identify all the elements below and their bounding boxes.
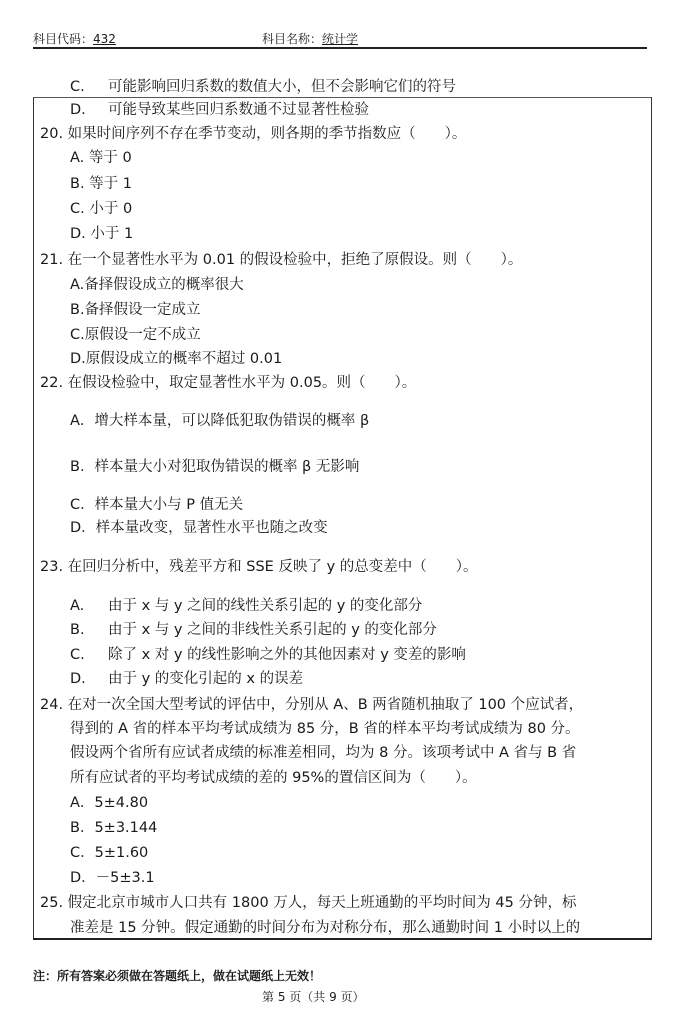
footer-note: 注：所有答案必须做在答题纸上，做在试题纸上无效！ (33, 969, 322, 983)
question-25-stem: 25. 假定北京市城市人口共有 1800 万人，每天上班通勤的平均时间为 45 分钟，标 (40, 895, 577, 911)
subject-name-label: 科目名称： (262, 32, 323, 46)
page-number: 第 5 页（共 9 页） (262, 990, 365, 1004)
option-line: D．样本量改变，显著性水平也随之改变 (70, 520, 328, 536)
question-24-stem: 所有应试者的平均考试成绩的差的 95%的置信区间为（ ）。 (70, 770, 477, 786)
option-line: A.备择假设成立的概率很大 (70, 277, 244, 293)
option-line: B. 等于 1 (70, 176, 133, 192)
option-line: A．5±4.80 (70, 795, 149, 811)
subject-code-label: 科目代码： (33, 32, 94, 46)
subject-name (262, 30, 358, 47)
question-22-stem: 22. 在假设检验中，取定显著性水平为 0.05。则（ ）。 (40, 375, 417, 391)
option-line: C．5±1.60 (70, 845, 149, 861)
option-line: C. 除了 x 对 y 的线性影响之外的其他因素对 y 变差的影响 (70, 647, 466, 663)
question-20-stem: 20. 如果时间序列不存在季节变动，则各期的季节指数应（ ）。 (40, 126, 467, 142)
option-line: D.原假设成立的概率不超过 0.01 (70, 351, 283, 367)
question-24-stem: 假设两个省所有应试者成绩的标准差相同，均为 8 分。该项考试中 A 省与 B 省 (70, 745, 577, 761)
option-line: D. 小于 1 (70, 226, 134, 242)
option-line: D. 由于 y 的变化引起的 x 的误差 (70, 671, 304, 687)
option-line: C.原假设一定不成立 (70, 327, 201, 343)
option-line: B．样本量大小对犯取伪错误的概率 β 无影响 (70, 459, 360, 475)
subject-code (33, 30, 116, 47)
question-23-stem: 23. 在回归分析中，残差平方和 SSE 反映了 y 的总变差中（ ）。 (40, 559, 478, 575)
option-line: D. 可能导致某些回归系数通不过显著性检验 (70, 102, 369, 118)
option-line: C．样本量大小与 P 值无关 (70, 497, 244, 513)
question-24-stem: 得到的 A 省的样本平均考试成绩为 85 分，B 省的样本平均考试成绩为 80 分。 (70, 721, 580, 737)
question-24-stem: 24. 在对一次全国大型考试的评估中，分别从 A、B 两省随机抽取了 100 个应试者， (40, 697, 584, 713)
option-line: A. 等于 0 (70, 150, 132, 166)
question-25-stem: 准差是 15 分钟。假定通勤的时间分布为对称分布，那么通勤时间 1 小时以上的 (70, 920, 581, 936)
option-line: A. 由于 x 与 y 之间的线性关系引起的 y 的变化部分 (70, 598, 423, 614)
header-rule (33, 47, 647, 49)
option-line: B. 由于 x 与 y 之间的非线性关系引起的 y 的变化部分 (70, 622, 437, 638)
option-line: C. 可能影响回归系数的数值大小，但不会影响它们的符号 (70, 79, 456, 95)
option-line: B.备择假设一定成立 (70, 302, 201, 318)
subject-code-value: 432 (93, 32, 116, 46)
subject-name-value: 统计学 (322, 32, 359, 46)
option-line: B．5±3.144 (70, 820, 158, 836)
option-line: D．－5±3.1 (70, 870, 155, 886)
question-21-stem: 21. 在一个显著性水平为 0.01 的假设检验中，拒绝了原假设。则（ ）。 (40, 252, 523, 268)
option-line: C. 小于 0 (70, 201, 133, 217)
option-line: A．增大样本量，可以降低犯取伪错误的概率 β (70, 413, 370, 429)
